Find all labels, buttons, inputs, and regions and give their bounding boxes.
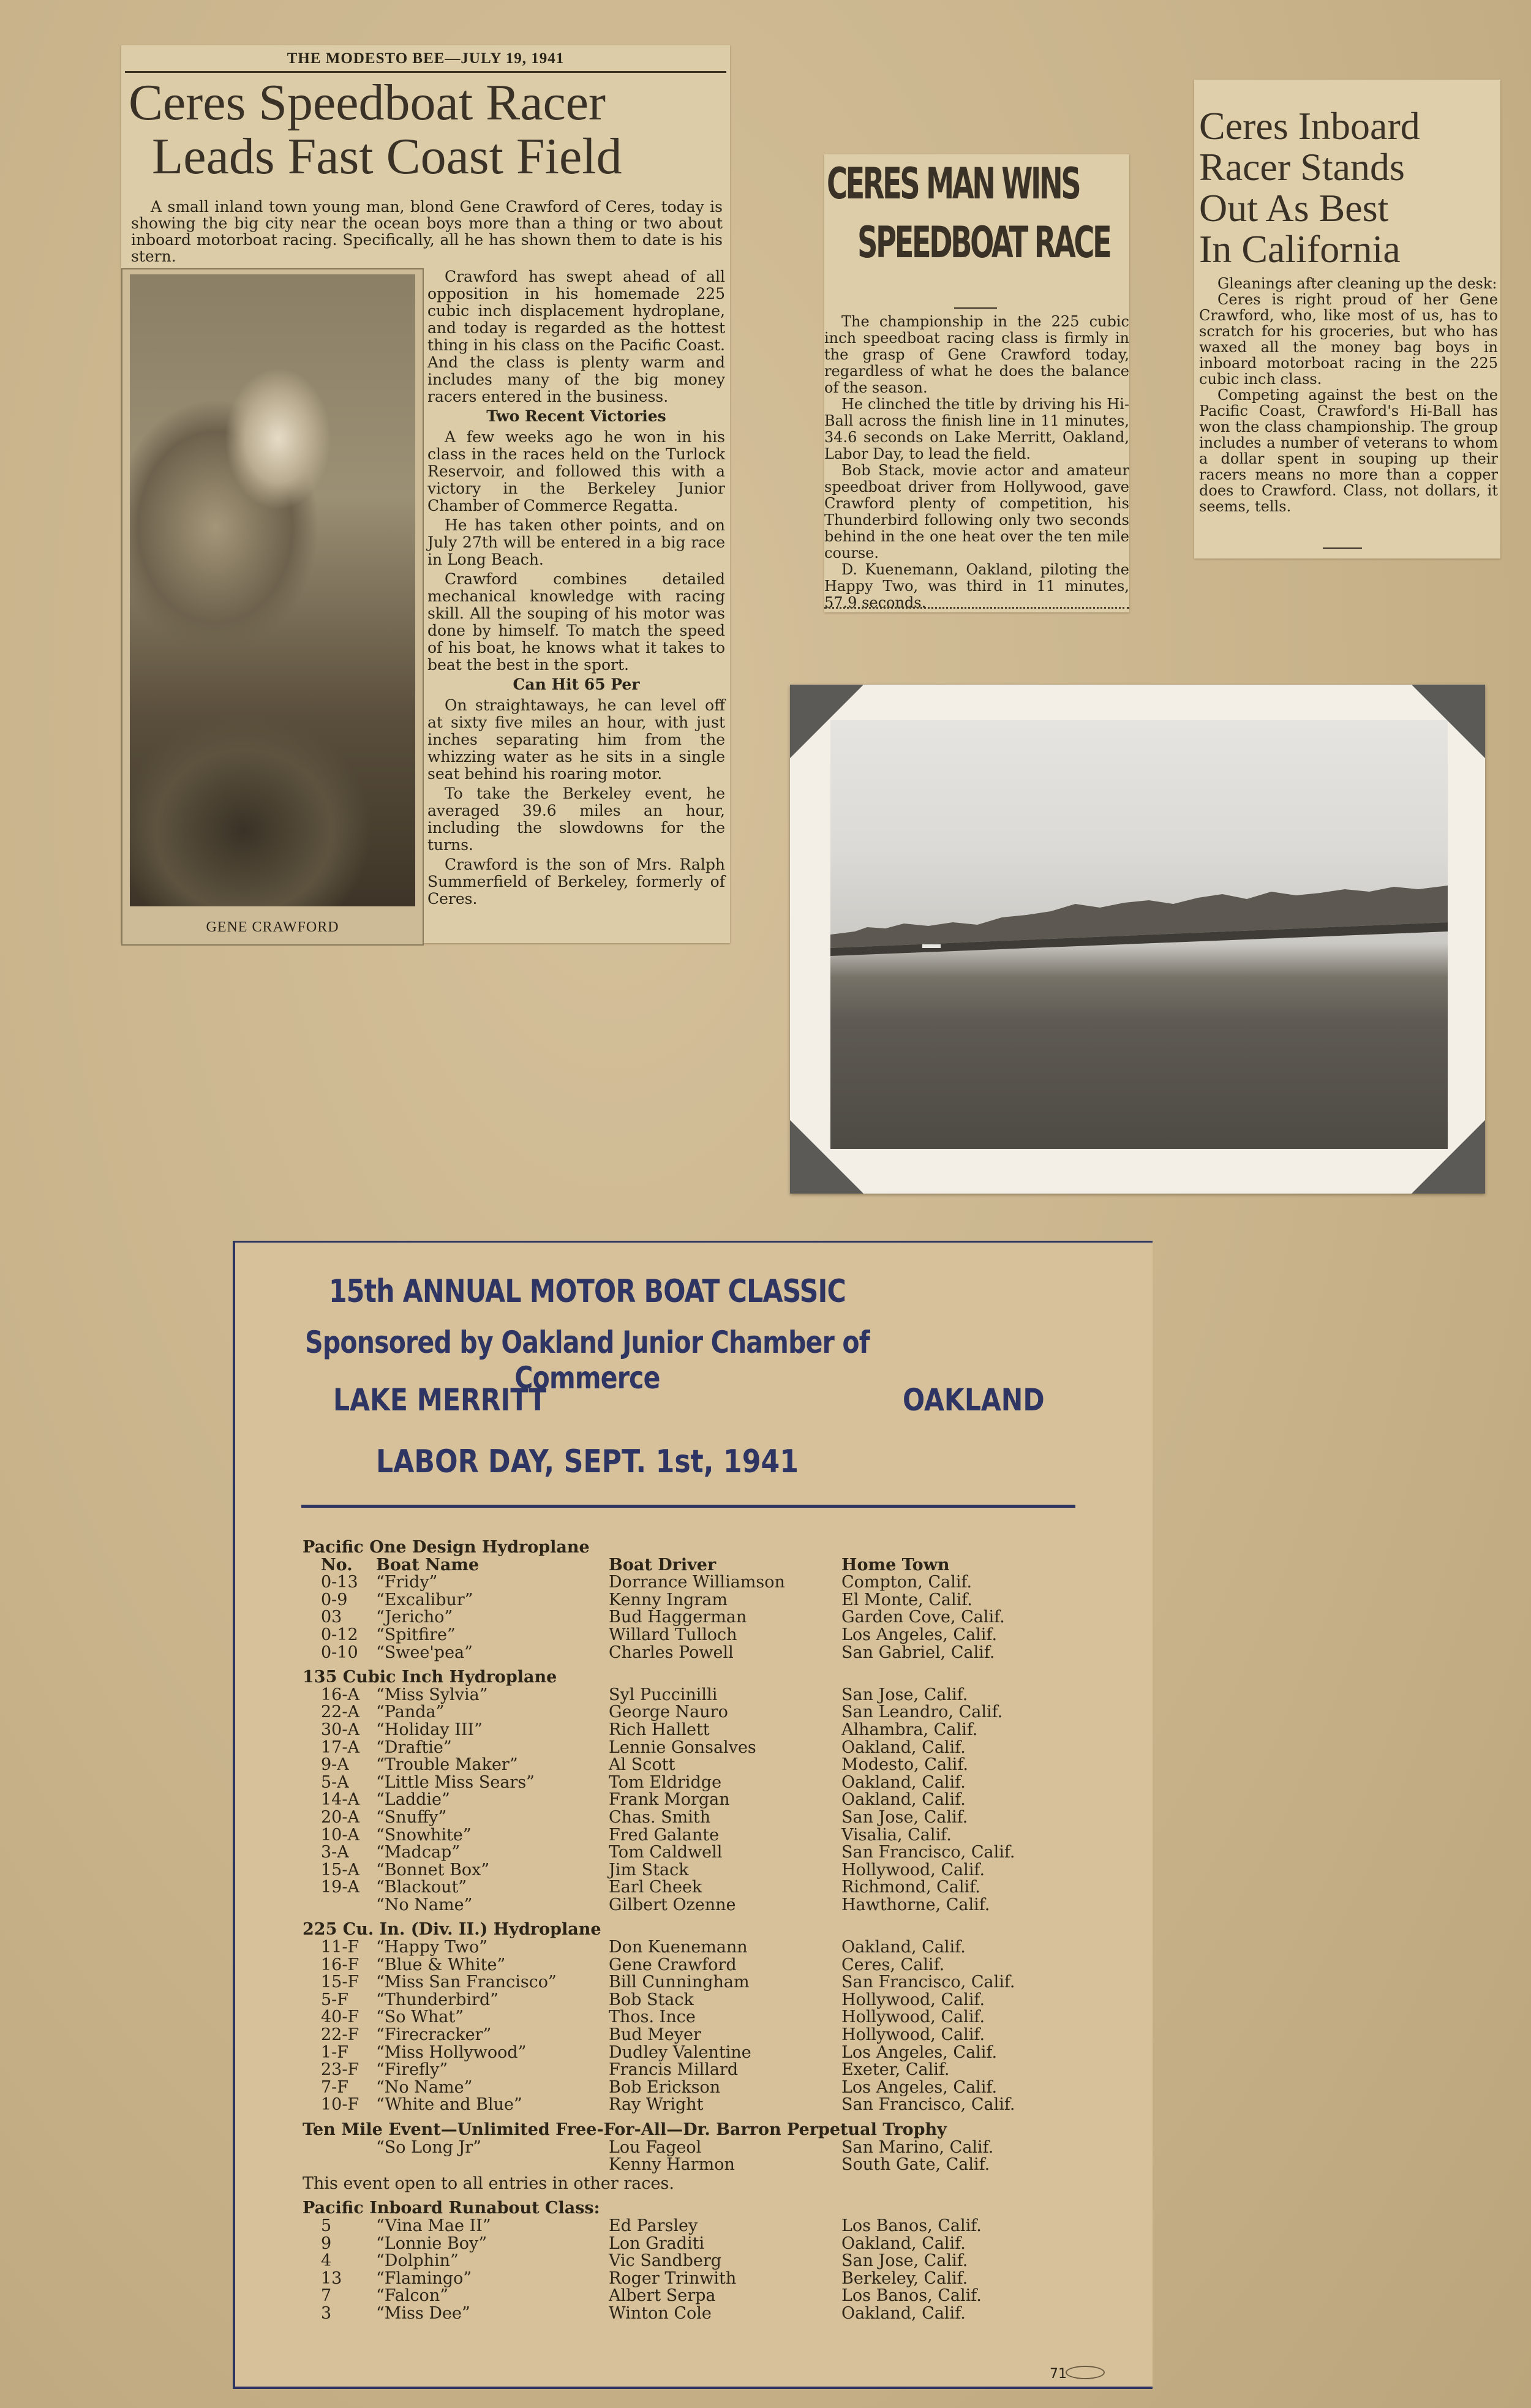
boat-name: “Trouble Maker” bbox=[376, 1755, 518, 1775]
torn-edge bbox=[824, 602, 1129, 609]
boat-name: “Flamingo” bbox=[376, 2268, 472, 2288]
boat-driver: Fred Galante bbox=[609, 1825, 720, 1845]
boat-name: “Snowhite” bbox=[376, 1825, 472, 1845]
entry-row bbox=[303, 1974, 1074, 1992]
paragraph: Crawford is the son of Mrs. Ralph Summerfield of Berkeley, formerly of Ceres. bbox=[427, 856, 725, 908]
entry-number: 9 bbox=[321, 2233, 332, 2253]
boat-name: “Happy Two” bbox=[376, 1938, 488, 1957]
entry-row bbox=[303, 2270, 1074, 2288]
entry-row bbox=[303, 1644, 1074, 1662]
entry-number: 0-13 bbox=[321, 1573, 358, 1592]
boat-name: “Dolphin” bbox=[376, 2251, 459, 2271]
boat-driver: Roger Trinwith bbox=[609, 2268, 737, 2288]
home-town: Hollywood, Calif. bbox=[841, 2025, 985, 2045]
portrait-photo bbox=[121, 268, 424, 946]
boat-driver: Earl Cheek bbox=[609, 1878, 702, 1897]
home-town: Ceres, Calif. bbox=[841, 1955, 945, 1974]
photo-caption: GENE CRAWFORD bbox=[206, 919, 339, 935]
photo-corner bbox=[1412, 685, 1485, 758]
entry-row bbox=[303, 2139, 1074, 2157]
home-town: Garden Cove, Calif. bbox=[841, 1608, 1005, 1627]
entry-row bbox=[303, 1704, 1074, 1721]
entry-row bbox=[303, 1957, 1074, 1974]
entry-number: 30-A bbox=[321, 1720, 359, 1739]
boat-driver: Francis Millard bbox=[609, 2060, 739, 2080]
entry-number: 23-F bbox=[321, 2060, 359, 2080]
ceres-inboard-clipping bbox=[1194, 80, 1500, 559]
entry-row bbox=[303, 2096, 1074, 2114]
boat-driver: Vic Sandberg bbox=[609, 2251, 722, 2271]
paragraph: D. Kuenemann, Oakland, piloting the Happy Two, was third in 11 minutes, 57.9 seconds. bbox=[824, 561, 1129, 611]
home-town: Los Banos, Calif. bbox=[841, 2286, 982, 2306]
boat-name: “Spitfire” bbox=[376, 1625, 456, 1644]
boat-name: “White and Blue” bbox=[376, 2095, 522, 2115]
boat-name: “Blue & White” bbox=[376, 1955, 506, 1974]
headline-line: Out As Best bbox=[1199, 186, 1389, 230]
dateline: THE MODESTO BEE—JULY 19, 1941 bbox=[287, 50, 565, 67]
home-town: Oakland, Calif. bbox=[841, 1772, 966, 1792]
divider bbox=[954, 307, 997, 309]
home-town: San Jose, Calif. bbox=[841, 2251, 968, 2271]
boat-driver: Rich Hallett bbox=[609, 1720, 710, 1739]
entry-number: 0-10 bbox=[321, 1642, 358, 1662]
page-number: 71 bbox=[1050, 2366, 1067, 2382]
entry-list bbox=[303, 1532, 1074, 2323]
paragraph: On straightaways, he can level off at sixty five miles an hour, with just inches separating him from the whizzing water as he sits in a single seat behind his roaring motor. bbox=[427, 696, 725, 783]
entry-row bbox=[303, 1897, 1074, 1914]
boat-driver: Bud Meyer bbox=[609, 2025, 701, 2045]
entry-row bbox=[303, 1862, 1074, 1879]
program-sponsor: Sponsored by Oakland Junior Chamber of Commerce bbox=[305, 1325, 870, 1396]
boat-name: “Panda” bbox=[376, 1703, 445, 1722]
boat-name: “Miss Hollywood” bbox=[376, 2042, 527, 2062]
paragraph: To take the Berkeley event, he averaged 39.6 miles an hour, including the slowdowns for the turns. bbox=[427, 784, 725, 854]
entry-number: 19-A bbox=[321, 1878, 359, 1897]
boat-driver: Kenny Ingram bbox=[609, 1590, 728, 1609]
home-town: Compton, Calif. bbox=[841, 1573, 972, 1592]
boat-name: “Miss Sylvia” bbox=[376, 1685, 488, 1704]
boat-name: “Falcon” bbox=[376, 2286, 449, 2306]
paragraph: Crawford combines detailed mechanical knowledge with racing skill. All the souping of his motor was done by himself. To match the speed of his boat, he knows what it takes to beat the best in the sport. bbox=[427, 570, 725, 674]
entry-number: 9-A bbox=[321, 1755, 349, 1775]
home-town: San Francisco, Calif. bbox=[841, 1843, 1015, 1862]
boat-driver: Gilbert Ozenne bbox=[609, 1895, 736, 1914]
photo-corner bbox=[1412, 1120, 1485, 1194]
boat-name: “Madcap” bbox=[376, 1843, 461, 1862]
entry-row bbox=[303, 1939, 1074, 1957]
entry-number: 4 bbox=[321, 2251, 332, 2271]
boat-driver: Bill Cunningham bbox=[609, 1973, 750, 1992]
speedboat-race-clipping bbox=[824, 154, 1129, 612]
home-town: Los Banos, Calif. bbox=[841, 2216, 982, 2235]
boat-name: “Firefly” bbox=[376, 2060, 448, 2080]
section-title: Pacific Inboard Runabout Class: bbox=[303, 2199, 600, 2218]
entry-number: 7-F bbox=[321, 2077, 349, 2097]
entry-number: 13 bbox=[321, 2268, 342, 2288]
home-town: Hollywood, Calif. bbox=[841, 1860, 985, 1879]
paragraph: Gleanings after cleaning up the desk: bbox=[1217, 275, 1497, 292]
entry-row bbox=[303, 1756, 1074, 1774]
home-town: Berkeley, Calif. bbox=[841, 2268, 968, 2288]
entry-number: 22-F bbox=[321, 2025, 359, 2045]
home-town: Exeter, Calif. bbox=[841, 2060, 950, 2080]
boat-driver: George Nauro bbox=[609, 1703, 728, 1722]
boat-name: “Miss San Francisco” bbox=[376, 1973, 557, 1992]
home-town: San Leandro, Calif. bbox=[841, 1703, 1003, 1722]
boat-name: “Firecracker” bbox=[376, 2025, 492, 2045]
headline-line-2: SPEEDBOAT RACE bbox=[857, 217, 1110, 268]
boat-driver: Gene Crawford bbox=[609, 1955, 737, 1974]
home-town: San Francisco, Calif. bbox=[841, 2095, 1015, 2115]
race-program bbox=[233, 1241, 1153, 2389]
boat-driver: Kenny Harmon bbox=[609, 2155, 735, 2175]
boat-driver: Syl Puccinilli bbox=[609, 1685, 718, 1704]
shoreline-skyline bbox=[830, 720, 1448, 1149]
boat-name: “No Name” bbox=[376, 2077, 473, 2097]
headline bbox=[1199, 105, 1497, 269]
boat-driver: Bob Stack bbox=[609, 1990, 694, 2009]
boat-driver: Thos. Ince bbox=[609, 2007, 696, 2027]
stamp-mark bbox=[1066, 2366, 1105, 2379]
entry-row bbox=[303, 1627, 1074, 1644]
headline-line-1: CERES MAN WINS bbox=[827, 159, 1080, 209]
entry-number: 5-A bbox=[321, 1772, 349, 1792]
entry-row bbox=[303, 1827, 1074, 1845]
entry-row bbox=[303, 1774, 1074, 1792]
boat-driver: Bud Haggerman bbox=[609, 1608, 747, 1627]
home-town: El Monte, Calif. bbox=[841, 1590, 972, 1609]
entry-number: 10-A bbox=[321, 1825, 359, 1845]
lake-scene-image bbox=[830, 720, 1448, 1149]
entry-row bbox=[303, 2061, 1074, 2079]
column-header-no: No. bbox=[321, 1555, 353, 1575]
boat-name: “Blackout” bbox=[376, 1878, 467, 1897]
paragraph: He clinched the title by driving his Hi-Ball across the finish line in 11 minutes, 34.6 seconds on Lake Merritt, Oakland, Labor Day, to lead the field. bbox=[824, 396, 1129, 462]
entry-number: 17-A bbox=[321, 1737, 359, 1757]
boat-name: “Bonnet Box” bbox=[376, 1860, 490, 1879]
paragraph: A few weeks ago he won in his class in the races held on the Turlock Reservoir, and followed this with a victory in the Berkeley Junior Chamber of Commerce Regatta. bbox=[427, 428, 725, 514]
home-town: San Francisco, Calif. bbox=[841, 1973, 1015, 1992]
boat-driver: Frank Morgan bbox=[609, 1790, 730, 1810]
section-title: Ten Mile Event—Unlimited Free-For-All—Dr. Barron Perpetual Trophy bbox=[303, 2120, 947, 2139]
boat-name: “Little Miss Sears” bbox=[376, 1772, 535, 1792]
home-town: San Jose, Calif. bbox=[841, 1807, 968, 1827]
entry-number: 03 bbox=[321, 1608, 342, 1627]
boat-name: “Holiday III” bbox=[376, 1720, 483, 1739]
entry-row bbox=[303, 2305, 1074, 2323]
home-town: Oakland, Calif. bbox=[841, 1737, 966, 1757]
lede-paragraph: A small inland town young man, blond Gene Crawford of Ceres, today is showing the big city near the ocean boys more than a thing or two about inboard motorboat racing. Specifically, all he has shown them to date is his stern. bbox=[131, 198, 723, 265]
entry-row bbox=[303, 2252, 1074, 2270]
home-town: Oakland, Calif. bbox=[841, 1790, 966, 1810]
article-body bbox=[824, 314, 1129, 611]
entry-row bbox=[303, 1574, 1074, 1592]
subhead: Two Recent Victories bbox=[486, 407, 666, 425]
entry-row bbox=[303, 1592, 1074, 1609]
headline-line-1: Ceres Speedboat Racer bbox=[129, 74, 606, 131]
entry-row bbox=[303, 1791, 1074, 1809]
boat-name: “Draftie” bbox=[376, 1737, 452, 1757]
article-body bbox=[1199, 276, 1498, 514]
boat-driver: Bob Erickson bbox=[609, 2077, 721, 2097]
boat-driver: Albert Serpa bbox=[609, 2286, 716, 2306]
boat-driver: Lon Graditi bbox=[609, 2233, 705, 2253]
home-town: Richmond, Calif. bbox=[841, 1878, 980, 1897]
boat-driver: Ed Parsley bbox=[609, 2216, 698, 2235]
entry-number: 20-A bbox=[321, 1807, 359, 1827]
boat-driver: Dorrance Williamson bbox=[609, 1573, 785, 1592]
entry-row bbox=[303, 2079, 1074, 2097]
entry-row bbox=[303, 2235, 1074, 2253]
boat-driver: Dudley Valentine bbox=[609, 2042, 751, 2062]
home-town: Modesto, Calif. bbox=[841, 1755, 968, 1775]
section-note: This event open to all entries in other races. bbox=[303, 2173, 674, 2193]
entry-number: 0-9 bbox=[321, 1590, 348, 1609]
portrait-image bbox=[130, 274, 415, 906]
entry-number: 1-F bbox=[321, 2042, 349, 2062]
entry-row bbox=[303, 2009, 1074, 2026]
entry-number: 22-A bbox=[321, 1703, 359, 1722]
boat-name: “Jericho” bbox=[376, 1608, 453, 1627]
boat-name: “So Long Jr” bbox=[376, 2137, 482, 2157]
boat-driver: Winton Cole bbox=[609, 2303, 712, 2323]
entry-number: 16-A bbox=[321, 1685, 359, 1704]
paragraph: Ceres is right proud of her Gene Crawford, who, like most of us, has to scratch for his groceries, but who has waxed all the money bag boys in inboard motorboat racing in the 225 cubic inch class. bbox=[1199, 291, 1498, 388]
headline-line: In California bbox=[1199, 227, 1401, 271]
entry-number: 0-12 bbox=[321, 1625, 358, 1644]
paragraph: He has taken other points, and on July 27th will be entered in a big race in Long Beach. bbox=[427, 516, 725, 568]
section-title: Pacific One Design Hydroplane bbox=[303, 1538, 590, 1557]
home-town: Alhambra, Calif. bbox=[841, 1720, 978, 1739]
boat-driver: Willard Tulloch bbox=[609, 1625, 737, 1644]
entry-number: 3 bbox=[321, 2303, 332, 2323]
boat-driver: Tom Eldridge bbox=[609, 1772, 722, 1792]
boat-name: “Laddie” bbox=[376, 1790, 450, 1810]
boat-name: “Snuffy” bbox=[376, 1807, 447, 1827]
boat-driver: Ray Wright bbox=[609, 2095, 704, 2115]
entry-number: 11-F bbox=[321, 1938, 359, 1957]
home-town: Oakland, Calif. bbox=[841, 1938, 966, 1957]
program-title: 15th ANNUAL MOTOR BOAT CLASSIC bbox=[328, 1273, 846, 1310]
entry-number: 15-A bbox=[321, 1860, 359, 1879]
boat-driver: Tom Caldwell bbox=[609, 1843, 723, 1862]
entry-number: 40-F bbox=[321, 2007, 359, 2027]
program-place-left: LAKE MERRITT bbox=[333, 1382, 547, 1418]
entry-number: 3-A bbox=[321, 1843, 349, 1862]
section-title: 225 Cu. In. (Div. II.) Hydroplane bbox=[303, 1920, 601, 1940]
boat-name: “Swee'pea” bbox=[376, 1642, 473, 1662]
paragraph: Bob Stack, movie actor and amateur speedboat driver from Hollywood, gave Crawford plenty of competition, his Thunderbird following only two seconds behind in the one heat over the ten mile course. bbox=[824, 462, 1129, 562]
entry-row bbox=[303, 1609, 1074, 1627]
entry-row bbox=[303, 2156, 1074, 2174]
divider bbox=[125, 71, 726, 73]
entry-row bbox=[303, 2044, 1074, 2062]
entry-number: 5-F bbox=[321, 1990, 349, 2009]
home-town: Los Angeles, Calif. bbox=[841, 2042, 998, 2062]
column-header-boat: Boat Name bbox=[376, 1555, 480, 1575]
boat-name: “Excalibur” bbox=[376, 1590, 473, 1609]
boat-name: “Lonnie Boy” bbox=[376, 2233, 487, 2253]
entry-number: 14-A bbox=[321, 1790, 359, 1810]
home-town: San Marino, Calif. bbox=[841, 2137, 994, 2157]
photo-corner bbox=[790, 685, 863, 758]
home-town: Hollywood, Calif. bbox=[841, 2007, 985, 2027]
home-town: South Gate, Calif. bbox=[841, 2155, 990, 2175]
paragraph: The championship in the 225 cubic inch speedboat racing class is firmly in the grasp of Gene Crawford today, regardless of what he does the balance of the season. bbox=[824, 313, 1129, 396]
program-date: LABOR DAY, SEPT. 1st, 1941 bbox=[375, 1443, 799, 1480]
paragraph: Competing against the best on the Pacific Coast, Crawford's Hi-Ball has won the class championship. The group includes a number of veterans to whom a dollar spent in souping up their racers means no more than a copper does to Crawford. Class, not dollars, it seems, tells. bbox=[1199, 386, 1498, 515]
lake-photograph bbox=[790, 685, 1485, 1194]
entry-number: 10-F bbox=[321, 2095, 359, 2115]
modesto-bee-clipping bbox=[121, 45, 730, 943]
program-place-right: OAKLAND bbox=[903, 1382, 1045, 1418]
headline bbox=[126, 76, 726, 184]
headline bbox=[827, 154, 1129, 272]
boat-name: “Miss Dee” bbox=[376, 2303, 470, 2323]
boat-driver: Charles Powell bbox=[609, 1642, 734, 1662]
home-town: San Jose, Calif. bbox=[841, 1685, 968, 1704]
entry-row bbox=[303, 2218, 1074, 2235]
headline-line: Ceres Inboard bbox=[1199, 104, 1420, 148]
entry-row bbox=[303, 1721, 1074, 1739]
boat-name: “No Name” bbox=[376, 1895, 473, 1914]
boat-name: “Vina Mae II” bbox=[376, 2216, 491, 2235]
boat-driver: Don Kuenemann bbox=[609, 1938, 748, 1957]
boat-driver: Lou Fageol bbox=[609, 2137, 702, 2157]
home-town: Hollywood, Calif. bbox=[841, 1990, 985, 2009]
headline-line: Racer Stands bbox=[1199, 145, 1405, 189]
home-town: Visalia, Calif. bbox=[841, 1825, 952, 1845]
column-header-town: Home Town bbox=[841, 1555, 950, 1575]
home-town: Los Angeles, Calif. bbox=[841, 1625, 998, 1644]
boat-driver: Chas. Smith bbox=[609, 1807, 711, 1827]
entry-row bbox=[303, 1809, 1074, 1827]
column-headers bbox=[303, 1557, 1074, 1575]
divider bbox=[301, 1505, 1075, 1508]
entry-row bbox=[303, 1879, 1074, 1897]
entry-row bbox=[303, 1687, 1074, 1704]
boat-name: “So What” bbox=[376, 2007, 464, 2027]
paragraph: Crawford has swept ahead of all opposition in his homemade 225 cubic inch displacement hydroplane, and today is regarded as the hottest thing in his class on the Pacific Coast. And the class is plenty warm and includes many of the big money racers entered in the business. bbox=[427, 268, 725, 405]
entry-row bbox=[303, 1844, 1074, 1862]
entry-row bbox=[303, 1739, 1074, 1757]
article-column bbox=[427, 268, 725, 910]
boat-driver: Al Scott bbox=[609, 1755, 675, 1775]
headline-line-2: Leads Fast Coast Field bbox=[152, 128, 622, 185]
home-town: Oakland, Calif. bbox=[841, 2303, 966, 2323]
entry-row bbox=[303, 2287, 1074, 2305]
column-header-driver: Boat Driver bbox=[609, 1555, 717, 1575]
entry-number: 16-F bbox=[321, 1955, 359, 1974]
boat-name: “Thunderbird” bbox=[376, 1990, 499, 2009]
entry-row bbox=[303, 2026, 1074, 2044]
home-town: Oakland, Calif. bbox=[841, 2233, 966, 2253]
boat-name: “Fridy” bbox=[376, 1573, 438, 1592]
boat-driver: Jim Stack bbox=[609, 1860, 689, 1879]
home-town: Los Angeles, Calif. bbox=[841, 2077, 998, 2097]
photo-corner bbox=[790, 1120, 863, 1194]
home-town: Hawthorne, Calif. bbox=[841, 1895, 990, 1914]
entry-number: 7 bbox=[321, 2286, 332, 2306]
entry-number: 15-F bbox=[321, 1973, 359, 1992]
subhead: Can Hit 65 Per bbox=[513, 675, 640, 693]
boat-driver: Lennie Gonsalves bbox=[609, 1737, 756, 1757]
section-title: 135 Cubic Inch Hydroplane bbox=[303, 1668, 557, 1687]
home-town: San Gabriel, Calif. bbox=[841, 1642, 995, 1662]
entry-row bbox=[303, 1992, 1074, 2009]
entry-number: 5 bbox=[321, 2216, 332, 2235]
divider bbox=[1323, 547, 1362, 549]
